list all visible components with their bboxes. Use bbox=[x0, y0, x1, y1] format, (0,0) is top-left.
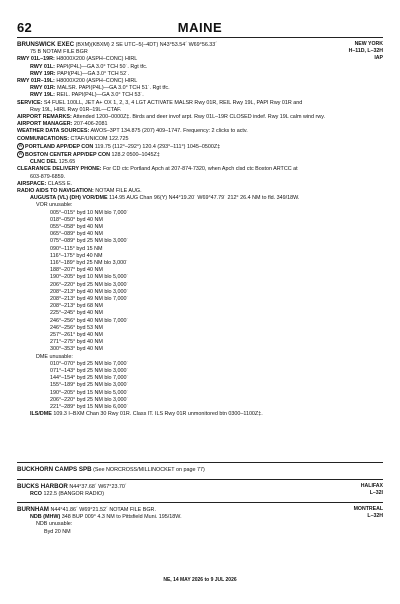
augusta-vor-line bbox=[17, 195, 383, 202]
communications-label: COMMUNICATIONS: bbox=[17, 135, 70, 142]
buckhorn-name: BUCKHORN CAMPS SPB bbox=[17, 466, 92, 473]
vor-unusable-item: 116°–189° byd 25 NM blo 3,000´ bbox=[50, 259, 128, 266]
brunswick-title-rest: 2 SE UTC–5(–4DT) N43°53.54´ W69°56.33´ bbox=[111, 42, 218, 48]
airport-manager-line bbox=[17, 121, 383, 128]
burnham-title-line bbox=[17, 506, 383, 514]
communications-text: CTAF/UNICOM 122.725 bbox=[70, 135, 129, 142]
burnham-ndb-line bbox=[17, 514, 383, 521]
vor-unusable-item: 188°–207° byd 40 NM bbox=[50, 267, 103, 274]
page-state-title: MAINE bbox=[177, 20, 223, 35]
bucks-harbor-chart: L–32I bbox=[369, 490, 383, 497]
vor-unusable-item: 090°–115° byd 15 NM bbox=[50, 245, 103, 252]
bucks-harbor-region: HALIFAX bbox=[360, 483, 383, 489]
buckhorn-entry bbox=[17, 466, 205, 474]
brunswick-region: NEW YORK bbox=[354, 41, 383, 47]
portland-app-line bbox=[17, 143, 383, 151]
ils-dme-line bbox=[17, 411, 383, 418]
weather-data-label: WEATHER DATA SOURCES: bbox=[17, 128, 90, 135]
dme-unusable-item: 190°–205° byd 15 NM blo 5,000´ bbox=[50, 389, 129, 396]
burnham-entry bbox=[17, 506, 383, 536]
rco-text: 122.5 (BANGOR RADIO) bbox=[43, 491, 104, 498]
vor-unusable-item: 206°–220° byd 25 NM blo 3,000´ bbox=[50, 281, 129, 288]
vor-unusable-item: 055°–058° byd 40 NM bbox=[50, 223, 103, 230]
vor-unusable-item: 225°–245° byd 40 NM bbox=[50, 310, 103, 317]
rwy-01r-line bbox=[17, 85, 383, 92]
vor-unusable-item: 208°–213° byd 68 NM bbox=[50, 303, 103, 310]
rwy-01r-text: MALSR. PAPI(P4L)—GA 3.0° TCH 51´. Rgt tfc. bbox=[57, 85, 170, 92]
service-line bbox=[17, 100, 383, 107]
ils-dme-label: ILS/DME bbox=[30, 411, 52, 418]
vor-unusable-item: 065°–089° byd 40 NM bbox=[50, 231, 103, 238]
page-footer: NE, 14 MAY 2026 to 9 JUL 2026 bbox=[163, 577, 237, 583]
service-line-2: Rwy 19L, HIRL Rwy 01R–19L—CTAF. bbox=[30, 106, 122, 113]
airport-remarks-label: AIRPORT REMARKS: bbox=[17, 114, 72, 121]
airport-remarks-line bbox=[17, 114, 383, 121]
portland-app-text: 119.75 (112°–292°) 120.4 (293°–111°) 1045–0500Z‡ bbox=[94, 143, 221, 150]
vor-unusable-item: 018°–050° byd 40 NM bbox=[50, 216, 103, 223]
clearance-phone-text: For CD ctc Portland Apch at 207-874-7320, when Apch clsd ctc Boston ARTCC at bbox=[102, 166, 298, 173]
ndb-label: NDB (MHW) bbox=[30, 514, 61, 521]
buckhorn-text: (See NORCROSS/MILLINOCKET on page 77) bbox=[93, 467, 205, 473]
rwy-19r-label: RWY 19R: bbox=[30, 70, 56, 77]
dme-unusable-item: 206°–220° byd 25 NM blo 3,000´ bbox=[50, 396, 129, 403]
rwy-19l-label: RWY 19L: bbox=[30, 92, 55, 99]
rwy-01r-19l-label: RWY 01R–19L: bbox=[17, 78, 55, 85]
section-rule bbox=[17, 462, 383, 463]
section-rule bbox=[17, 502, 383, 503]
rwy-01r-19l-text: H8000X200 (ASPH–CONC) HIRL bbox=[56, 78, 138, 85]
rwy-01l-19r-label: RWY 01L–19R: bbox=[17, 56, 55, 63]
vor-unusable-item: 257°–261° byd 40 NM bbox=[50, 331, 103, 338]
rwy-01l-text: PAPI(P4L)—GA 3.0° TCH 50´. Rgt tfc. bbox=[56, 63, 148, 70]
vor-unusable-heading: VOR unusable: bbox=[36, 202, 73, 209]
clearance-phone-line-2: 603-879-6859. bbox=[30, 173, 66, 180]
vor-unusable-item: 271°–275° byd 40 NM bbox=[50, 339, 103, 346]
bucks-harbor-coords: N44°37.68´ W67°23.70´ bbox=[69, 484, 127, 490]
airspace-text: CLASS E. bbox=[47, 180, 73, 187]
section-rule bbox=[17, 479, 383, 480]
airport-manager-label: AIRPORT MANAGER: bbox=[17, 121, 73, 128]
bucks-harbor-entry bbox=[17, 483, 383, 498]
clearance-phone-label: CLEARANCE DELIVERY PHONE: bbox=[17, 166, 102, 173]
dme-unusable-item: 010°–070° byd 25 NM blo 7,000´ bbox=[50, 360, 129, 367]
rwy-19r-text: PAPI(P4L)—GA 3.0° TCH 52´. bbox=[57, 70, 130, 77]
burnham-name: BURNHAM bbox=[17, 506, 49, 513]
augusta-vor-text: 114.95 AUG Chan 96(Y) N44°19.20´ W69°47.79´ 212° 26.4 NM to fld. 349/18W. bbox=[109, 195, 300, 202]
vor-unusable-item: 208°–213° byd 49 NM blo 7,000´ bbox=[50, 295, 129, 302]
ndb-unusable-item: Byd 20 NM bbox=[44, 528, 71, 535]
bucks-harbor-title-line bbox=[17, 483, 383, 491]
dme-unusable-item: 071°–143° byd 25 NM blo 3,000´ bbox=[50, 367, 129, 374]
rwy-01r-19l-line bbox=[17, 78, 383, 85]
boston-center-line bbox=[17, 151, 383, 159]
portland-app-label: PORTLAND APP/DEP CON bbox=[25, 143, 94, 150]
brunswick-id: (BXM)(KBXM) bbox=[75, 42, 110, 48]
bucks-harbor-name: BUCKS HARBOR bbox=[17, 483, 68, 490]
augusta-vor-label: AUGUSTA (VL) (DH) VOR/DME bbox=[30, 195, 108, 202]
header-rule bbox=[17, 37, 383, 38]
boston-center-text: 128.2 0500–1045Z‡ bbox=[111, 151, 160, 158]
service-label: SERVICE: bbox=[17, 99, 43, 106]
clnc-del-label: CLNC DEL bbox=[30, 159, 58, 166]
vor-unusable-list bbox=[17, 210, 383, 354]
vor-unusable-item: 208°–213° byd 40 NM blo 3,000´ bbox=[50, 288, 129, 295]
brunswick-name: BRUNSWICK EXEC bbox=[17, 41, 75, 48]
vor-unusable-item: 005°–015° byd 10 NM blo 7,000´ bbox=[50, 209, 129, 216]
burnham-chart: L–32H bbox=[367, 513, 383, 520]
rwy-01l-label: RWY 01L: bbox=[30, 63, 55, 70]
brunswick-entry bbox=[17, 41, 383, 418]
dme-unusable-list bbox=[17, 361, 383, 411]
brunswick-chart: H–11D, L–32H bbox=[348, 48, 383, 55]
communications-line bbox=[17, 136, 383, 143]
radio-aids-label: RADIO AIDS TO NAVIGATION: bbox=[17, 187, 94, 194]
rwy-19r-line bbox=[17, 71, 383, 78]
ndb-unusable-heading: NDB unusable: bbox=[36, 521, 73, 528]
clnc-del-line bbox=[17, 159, 383, 166]
weather-data-text: AWOS–3PT 134.875 (207) 409–1747. Frequency: 2 clicks to actv. bbox=[90, 128, 248, 135]
rwy-19l-line bbox=[17, 92, 383, 99]
dme-unusable-item: 221°–289° byd 15 NM blo 6,000´ bbox=[50, 404, 129, 410]
vor-unusable-item: 116°–175° byd 40 NM bbox=[50, 252, 103, 259]
dme-unusable-heading: DME unusable: bbox=[36, 353, 73, 360]
clearance-phone-line bbox=[17, 166, 383, 173]
radio-aids-text: NOTAM FILE AUG. bbox=[95, 187, 142, 194]
ndb-text: 348 BUP 009° 4.3 NM to Pittsfield Muni. 195/18W. bbox=[61, 514, 182, 521]
clnc-del-text: 125.65 bbox=[58, 159, 76, 166]
dme-unusable-item: 144°–154° byd 25 NM blo 7,000´ bbox=[50, 375, 129, 382]
burnham-text: N44°41.86´ W69°21.52´ NOTAM FILE BGR. bbox=[50, 507, 156, 513]
ils-dme-text: 109.3 I–BXM Chan 30 Rwy 01R. Class IT. ILS Rwy 01R unmonitored btn 0300–1100Z‡. bbox=[53, 411, 263, 418]
airspace-label: AIRSPACE: bbox=[17, 180, 47, 187]
burnham-region: MONTREAL bbox=[353, 506, 383, 512]
weather-data-line bbox=[17, 128, 383, 135]
brunswick-title-line bbox=[17, 41, 383, 49]
airspace-line bbox=[17, 181, 383, 188]
service-text: S4 FUEL 100LL, JET A+ OX 1, 2, 3, 4 LGT ACTIVATE MALSR Rwy 01R, REIL Rwy 19L, PAPI Rwy 01R and bbox=[43, 99, 303, 106]
vor-unusable-item: 075°–089° byd 25 NM blo 3,000´ bbox=[50, 238, 129, 245]
rwy-01l-19r-text: H8000X200 (ASPH–CONC) HIRL bbox=[56, 56, 138, 63]
airport-manager-text: 207-406-2081 bbox=[73, 121, 108, 128]
rwy-01r-label: RWY 01R: bbox=[30, 85, 56, 92]
page-number: 62 bbox=[17, 20, 33, 35]
rwy-01l-line bbox=[17, 64, 383, 71]
vor-unusable-item: 300°–353° byd 40 NM bbox=[50, 346, 103, 353]
rwy-19l-text: REIL. PAPI(P4L)—GA 3.0° TCH 53´. bbox=[56, 92, 144, 99]
rco-label: RCO bbox=[30, 491, 42, 498]
vor-unusable-item: 246°–256° byd 53 NM bbox=[50, 324, 103, 331]
radio-aids-line bbox=[17, 188, 383, 195]
brunswick-elevation: 75 B NOTAM FILE BGR bbox=[30, 49, 88, 56]
bucks-harbor-rco-line bbox=[17, 491, 383, 498]
radar-r-icon: R bbox=[17, 143, 24, 150]
rwy-01l-19r-line bbox=[17, 56, 383, 63]
dme-unusable-item: 155°–189° byd 25 NM blo 3,000´ bbox=[50, 382, 129, 389]
brunswick-procedures: IAP bbox=[374, 55, 383, 62]
vor-unusable-item: 246°–256° byd 40 NM blo 7,000´ bbox=[50, 317, 129, 324]
airport-remarks-text: Attended 1200–0000Z‡. Birds and deer invof arpt. Rwy 01L–19R CLOSED indef. Rwy 19L calm wind rwy. bbox=[73, 114, 326, 121]
vor-unusable-item: 190°–205° byd 10 NM blo 5,000´ bbox=[50, 274, 129, 281]
radar-r-icon: R bbox=[17, 151, 24, 158]
boston-center-label: BOSTON CENTER APP/DEP CON bbox=[25, 151, 110, 158]
